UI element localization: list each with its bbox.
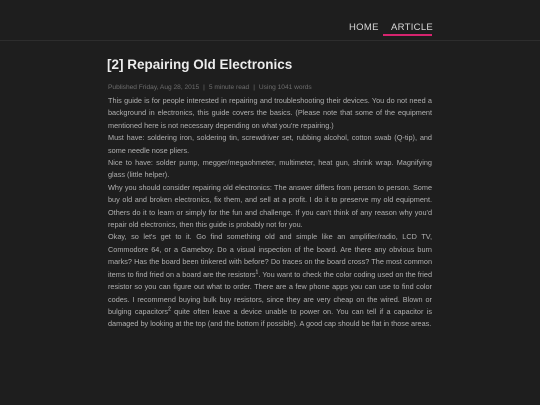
paragraph-nice-to-have: Nice to have: solder pump, megger/megaohmeter, multimeter, heat gun, shrink wrap. Magnifying glass (little helper). — [108, 158, 432, 180]
footnote-ref-2[interactable]: 2 — [168, 306, 171, 313]
paragraph-text: . You want to check the color coding used on the fried resistor so you can figure out what to order. There are a few phone apps you can use to find color codes. I recommend buying bulk buy resistors, since they are very cheap on the wired. Blown or bulging capacitors — [108, 269, 433, 316]
read-time: 5 minute read — [208, 84, 250, 91]
footnote-ref-1[interactable]: 1 — [255, 269, 259, 276]
meta-separator: | — [253, 84, 255, 91]
article-body — [108, 95, 432, 331]
top-navigation — [0, 0, 540, 38]
article-title: [2] Repairing Old Electronics — [107, 57, 293, 72]
header-divider — [0, 40, 540, 41]
published-date: Published Friday, Aug 28, 2015 — [108, 84, 200, 91]
paragraph-getting-started — [108, 231, 432, 330]
paragraph-text: quite often leave a device unable to power on. You can tell if a capacitor is damaged by looking at the top (and the bottom if possible). A good cap should be flat in those areas. — [108, 306, 432, 329]
word-count: Using 1041 words — [258, 84, 312, 91]
article-meta — [108, 84, 312, 91]
nav-article-link[interactable]: ARTICLE — [391, 22, 434, 33]
active-tab-indicator — [383, 34, 432, 36]
paragraph-text: Okay, so let's get to it. Go find something old and simple like an amplifier/radio, LCD TV, Commodore 64, or a Gameboy. Do a visual inspection of the board. Are there any obvious burn marks? Has the board been tinkered with before? Do traces on the board cross? The most common items to find fried on a board are the resistors — [108, 232, 432, 279]
meta-separator: | — [203, 84, 205, 91]
paragraph-intro: This guide is for people interested in repairing and troubleshooting their devices. You do not need a background in electronics, this guide covers the basics. (Please note that some of the equipment mentioned here is not necessary depending on what you're repairing.) — [108, 96, 432, 130]
paragraph-why: Why you should consider repairing old electronics: The answer differs from person to person. Some buy old and broken electronics, fix them, and sell at a profit. I do it to preserve my old equipment. Others do it to learn or simply for the fun and challenge. If you can't think of any reason why you'd repair old electronics, then this guide is probably not for you. — [108, 182, 432, 230]
nav-home-link[interactable]: HOME — [349, 22, 379, 33]
paragraph-must-have: Must have: soldering iron, soldering tin, screwdriver set, rubbing alcohol, cotton swab (Q-tip), and some needle nose pliers. — [108, 133, 432, 155]
